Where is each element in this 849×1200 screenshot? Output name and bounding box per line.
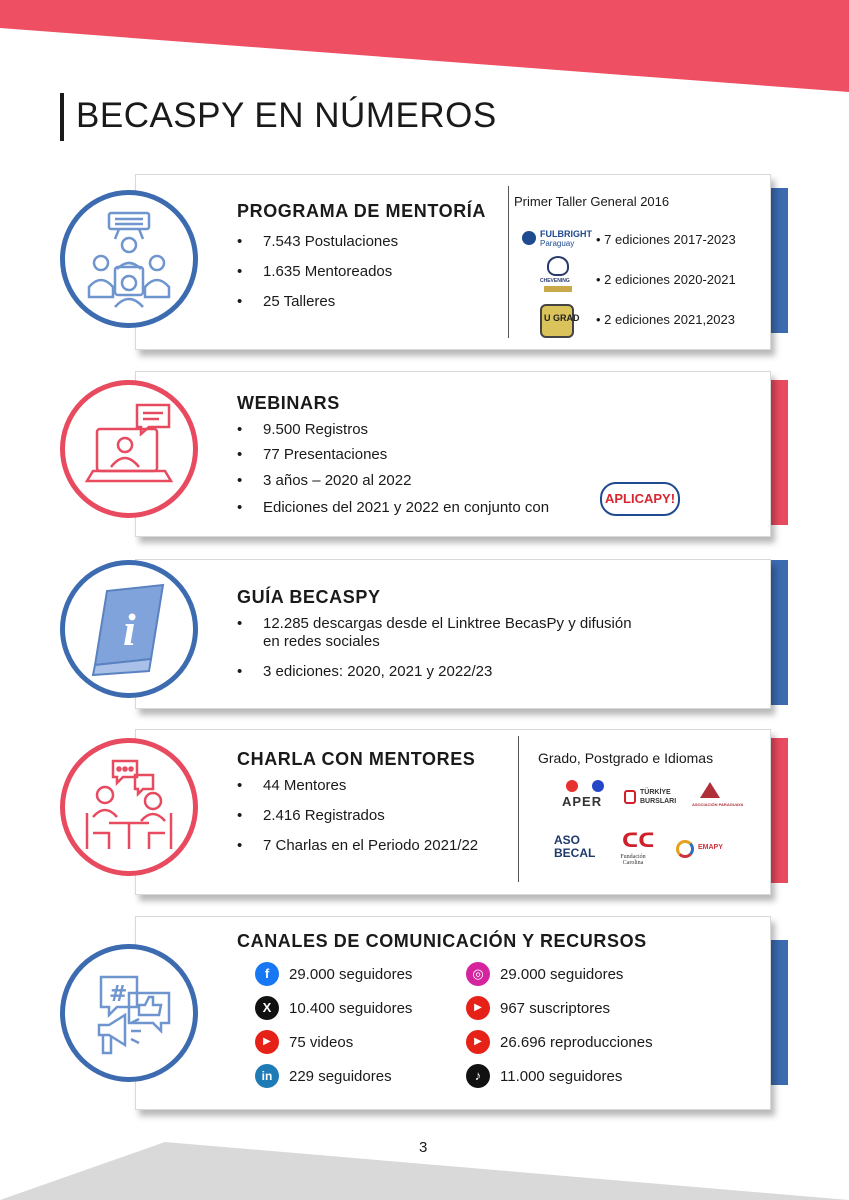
webinars-title: WEBINARS <box>237 393 340 413</box>
chevening-editions: • 2 ediciones 2020-2021 <box>596 272 736 287</box>
youtube-icon[interactable]: ▶ <box>466 1030 490 1054</box>
social-media-icon <box>79 963 179 1063</box>
webinars-stripe <box>770 380 788 525</box>
guia-stripe <box>770 560 788 705</box>
mentoria-divider <box>508 186 509 338</box>
charla-stripe <box>770 738 788 883</box>
laptop-chat-icon <box>79 399 179 499</box>
webinars-circle <box>60 380 198 518</box>
guia-title: GUÍA BECASPY <box>237 587 381 607</box>
fulbright-editions: • 7 ediciones 2017-2023 <box>596 232 736 247</box>
fulbright-logo: FULBRIGHT Paraguay <box>522 228 592 250</box>
x-stat: 10.400 seguidores <box>289 1000 413 1017</box>
tiktok-stat: 11.000 seguidores <box>500 1068 623 1085</box>
x-icon[interactable]: X <box>255 996 279 1020</box>
meeting-icon <box>79 209 179 309</box>
ugrad-editions: • 2 ediciones 2021,2023 <box>596 312 735 327</box>
guia-card <box>135 559 771 709</box>
charla-title: CHARLA CON MENTORES <box>237 749 476 769</box>
top-red-band <box>0 0 849 100</box>
youtube-subscribers-stat: 967 suscriptores <box>500 1000 611 1017</box>
facebook-stat: 29.000 seguidores <box>289 966 413 983</box>
instagram-stat: 29.000 seguidores <box>500 966 624 983</box>
asociacion-paraguaya-logo: ASOCIACIÓN PARAGUAYA <box>692 782 728 818</box>
canales-stripe <box>770 940 788 1085</box>
linkedin-icon[interactable]: in <box>255 1064 279 1088</box>
emapy-logo: EMAPY <box>676 838 726 862</box>
svg-text:i: i <box>123 604 136 655</box>
ugrad-logo: U GRAD <box>540 304 574 338</box>
info-book-icon <box>79 579 179 679</box>
page-title: BECASPY EN NÚMEROS <box>76 96 497 135</box>
linkedin-stat: 229 seguidores <box>289 1068 392 1085</box>
aplicapy-logo: APLICAPY! <box>600 482 680 516</box>
guia-circle <box>60 560 198 698</box>
canales-title: CANALES DE COMUNICACIÓN Y RECURSOS <box>237 931 647 951</box>
chevening-logo: CHEVENING <box>540 256 576 296</box>
title-accent-bar <box>60 93 64 141</box>
tiktok-icon[interactable]: ♪ <box>466 1064 490 1088</box>
youtube-icon[interactable]: ▶ <box>466 996 490 1020</box>
charla-side-header: Grado, Postgrado e Idiomas <box>538 750 714 766</box>
asobecal-logo: ASO BECAL <box>554 833 596 860</box>
youtube-views-stat: 26.696 reproducciones <box>500 1034 653 1051</box>
mentoria-stripe <box>770 188 788 333</box>
svg-text:#: # <box>109 982 128 1007</box>
mentoria-title: PROGRAMA DE MENTORÍA <box>237 201 487 221</box>
mentoria-side-header: Primer Taller General 2016 <box>514 194 670 209</box>
charla-circle <box>60 738 198 876</box>
instagram-icon[interactable]: ◎ <box>466 962 490 986</box>
canales-circle <box>60 944 198 1082</box>
aper-logo: APER <box>562 780 612 816</box>
facebook-icon[interactable]: f <box>255 962 279 986</box>
youtube-videos-stat: 75 videos <box>289 1034 354 1051</box>
charla-divider <box>518 736 519 882</box>
youtube-icon[interactable]: ▶ <box>255 1030 279 1054</box>
page-number: 3 <box>419 1139 428 1156</box>
mentoria-circle <box>60 190 198 328</box>
fundacion-carolina-logo: ᑕᑕ Fundación Carolina <box>620 830 655 866</box>
turkiye-burslari-logo: TÜRKİYE BURSLARI <box>624 788 680 814</box>
conversation-icon <box>79 757 179 857</box>
